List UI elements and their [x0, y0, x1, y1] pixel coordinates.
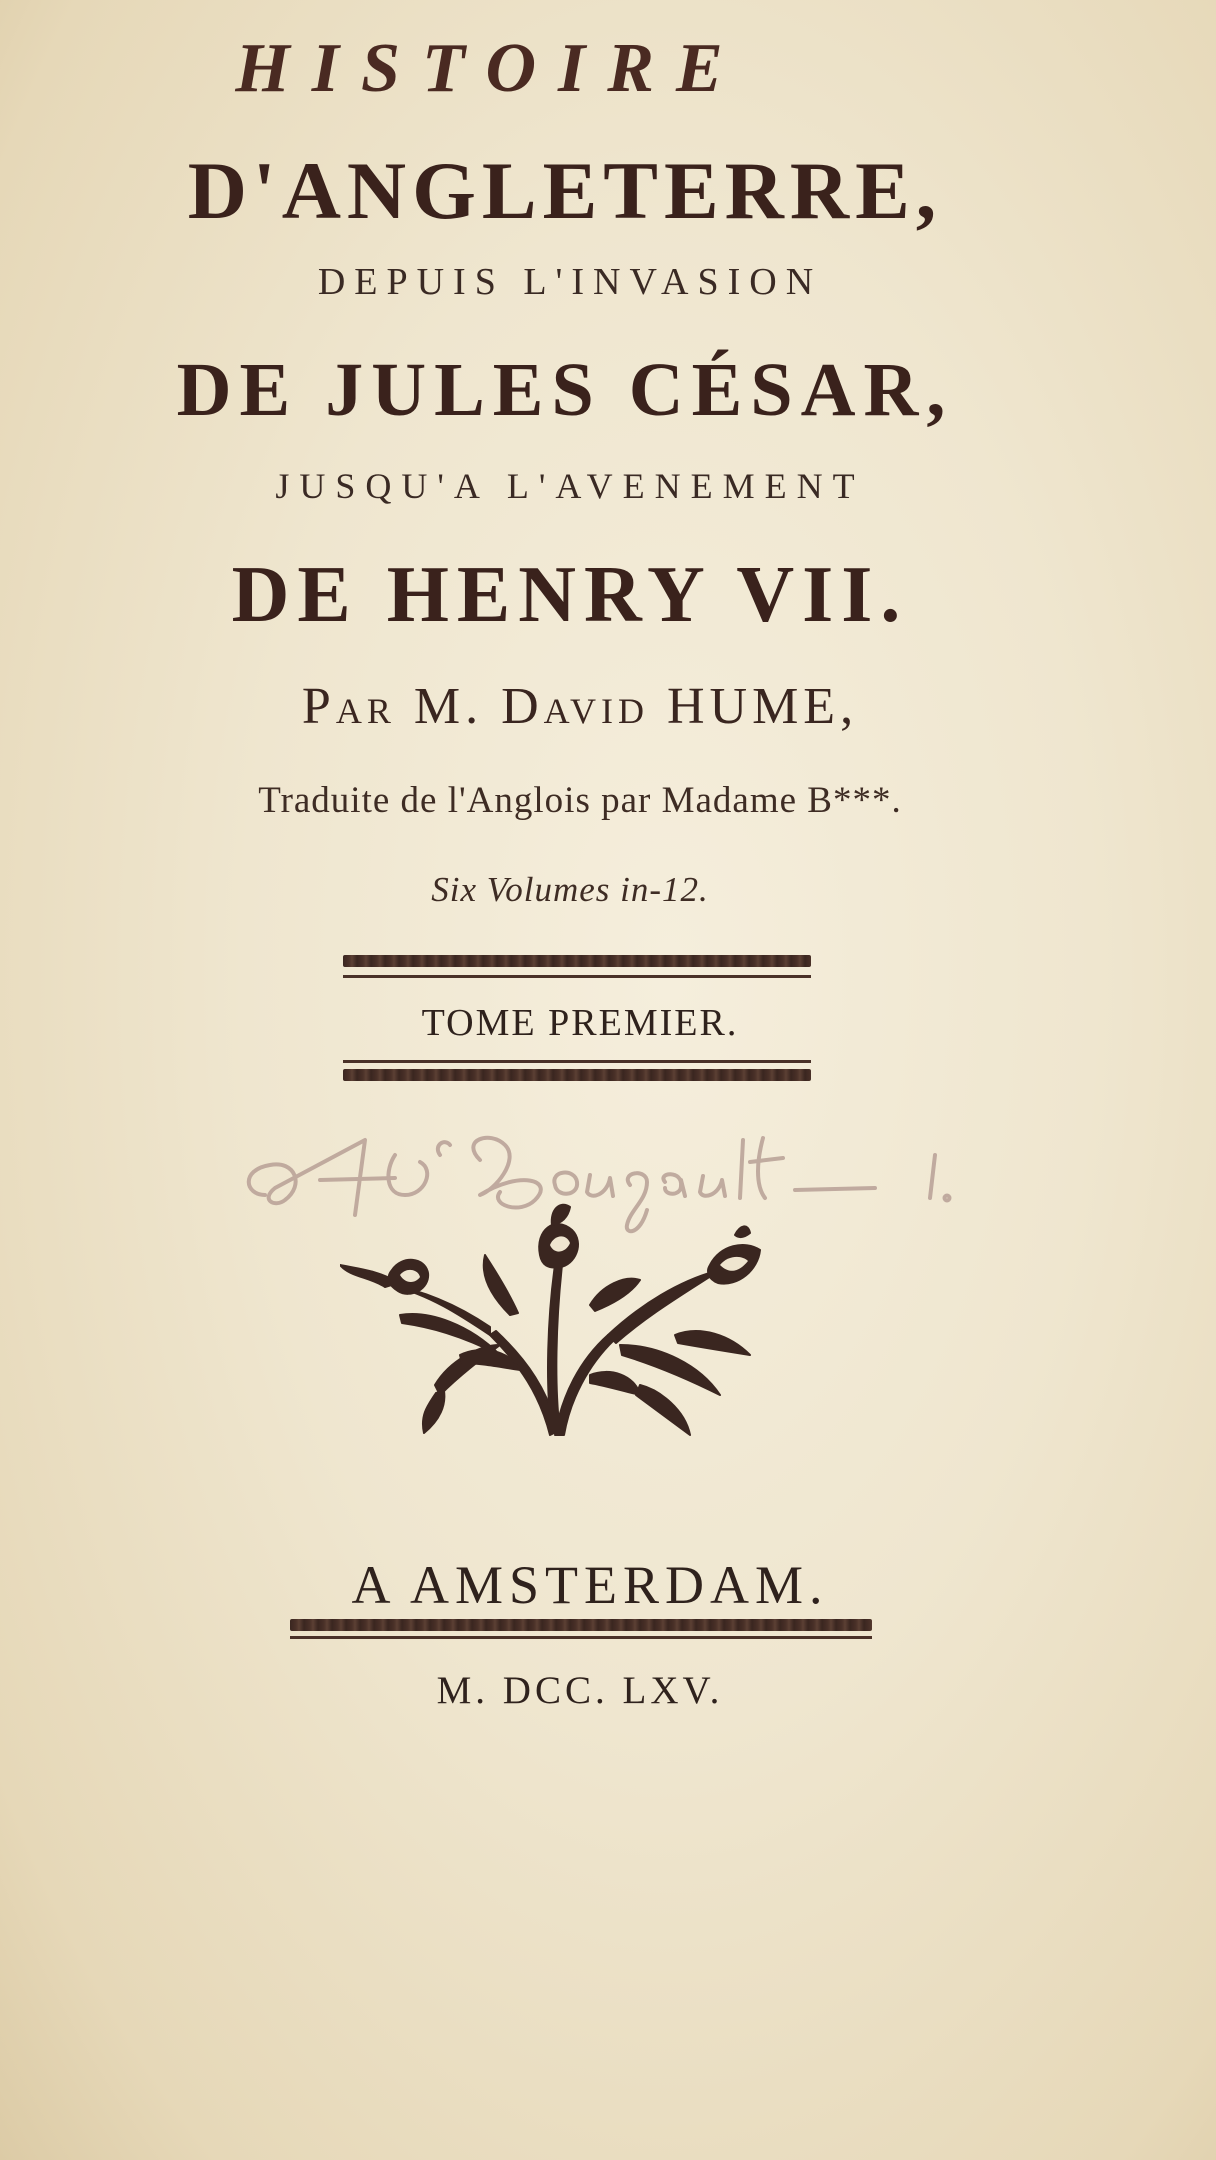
- rule-thin: [290, 1636, 872, 1639]
- rule-thick: [343, 955, 811, 967]
- title-line-henry: DE HENRY VII.: [231, 551, 909, 639]
- floral-vignette-icon: [340, 1195, 770, 1445]
- rule-thin: [343, 1060, 811, 1063]
- title-line-angleterre: D'ANGLETERRE,: [187, 145, 943, 236]
- title-line-histoire: HISTOIRE: [235, 30, 745, 107]
- imprint-place: A AMSTERDAM.: [351, 1555, 829, 1615]
- title-line-jules-cesar: DE JULES CÉSAR,: [176, 348, 954, 432]
- volumes-line: Six Volumes in-12.: [431, 870, 709, 909]
- translator-line: Traduite de l'Anglois par Madame B***.: [258, 780, 902, 821]
- title-line-jusqua: JUSQU'A L'AVENEMENT: [275, 466, 865, 506]
- rule-thin: [343, 975, 811, 978]
- title-line-depuis: DEPUIS L'INVASION: [317, 261, 823, 303]
- rule-thick: [343, 1069, 811, 1081]
- tome-line: TOME PREMIER.: [421, 1002, 739, 1044]
- rule-thick: [290, 1619, 872, 1631]
- author-line: Par M. David HUME,: [301, 678, 859, 735]
- imprint-year: M. DCC. LXV.: [436, 1669, 724, 1712]
